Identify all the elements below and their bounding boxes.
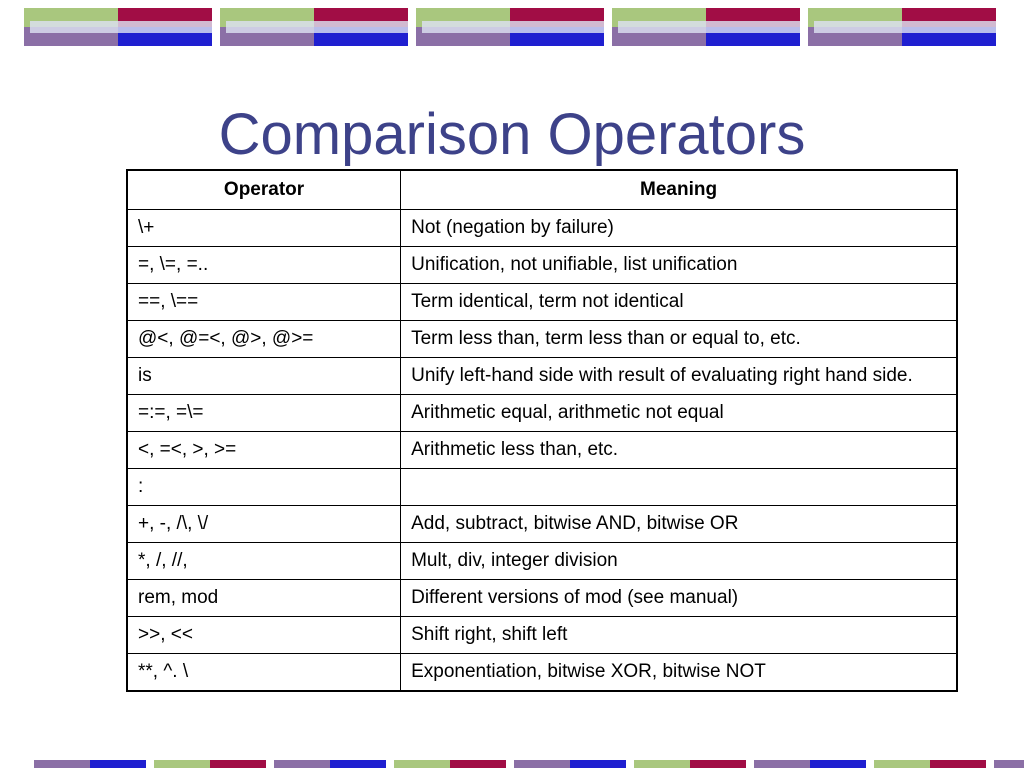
meaning-cell: Term less than, term less than or equal to, etc. — [401, 321, 957, 358]
banner-segment — [930, 760, 986, 768]
banner-block — [220, 8, 408, 46]
meaning-cell — [401, 469, 957, 506]
meaning-cell: Unification, not unifiable, list unification — [401, 247, 957, 284]
table-row — [127, 210, 957, 247]
meaning-cell: Term identical, term not identical — [401, 284, 957, 321]
table-row — [127, 506, 957, 543]
meaning-cell: Mult, div, integer division — [401, 543, 957, 580]
banner-segment — [570, 760, 626, 768]
operator-cell: ==, \== — [127, 284, 401, 321]
table-row — [127, 284, 957, 321]
operator-cell: *, /, //, — [127, 543, 401, 580]
operator-cell: **, ^. \ — [127, 654, 401, 692]
table-row — [127, 247, 957, 284]
table-row — [127, 358, 957, 395]
banner-block — [612, 8, 800, 46]
meaning-cell: Add, subtract, bitwise AND, bitwise OR — [401, 506, 957, 543]
banner-segment — [274, 760, 330, 768]
operator-cell: >>, << — [127, 617, 401, 654]
meaning-cell: Unify left-hand side with result of evaluating right hand side. — [401, 358, 957, 395]
top-decorative-banner — [24, 8, 1000, 46]
banner-segment — [330, 760, 386, 768]
banner-block — [808, 8, 996, 46]
header-meaning: Meaning — [401, 170, 957, 210]
table-row — [127, 617, 957, 654]
slide-title: Comparison Operators — [218, 102, 806, 167]
banner-segment — [34, 760, 90, 768]
banner-block — [24, 8, 212, 46]
banner-segment — [90, 760, 146, 768]
meaning-cell: Exponentiation, bitwise XOR, bitwise NOT — [401, 654, 957, 692]
banner-segment — [754, 760, 810, 768]
banner-segment — [514, 760, 570, 768]
meaning-cell: Not (negation by failure) — [401, 210, 957, 247]
table-row — [127, 395, 957, 432]
operator-cell: <, =<, >, >= — [127, 432, 401, 469]
table-row — [127, 469, 957, 506]
meaning-cell: Arithmetic equal, arithmetic not equal — [401, 395, 957, 432]
banner-segment — [690, 760, 746, 768]
operator-cell: is — [127, 358, 401, 395]
table-header-row — [127, 170, 957, 210]
operator-cell: =, \=, =.. — [127, 247, 401, 284]
banner-segment — [210, 760, 266, 768]
operator-cell: : — [127, 469, 401, 506]
header-operator: Operator — [127, 170, 401, 210]
operator-cell: \+ — [127, 210, 401, 247]
meaning-cell: Shift right, shift left — [401, 617, 957, 654]
banner-segment — [154, 760, 210, 768]
banner-segment — [810, 760, 866, 768]
banner-segment — [634, 760, 690, 768]
meaning-cell: Different versions of mod (see manual) — [401, 580, 957, 617]
banner-segment — [450, 760, 506, 768]
table-row — [127, 321, 957, 358]
bottom-decorative-banner — [34, 760, 1024, 768]
operator-cell: =:=, =\= — [127, 395, 401, 432]
operator-cell: rem, mod — [127, 580, 401, 617]
table-row — [127, 432, 957, 469]
table-row — [127, 654, 957, 692]
meaning-cell: Arithmetic less than, etc. — [401, 432, 957, 469]
banner-segment — [394, 760, 450, 768]
banner-segment — [874, 760, 930, 768]
banner-segment — [994, 760, 1024, 768]
operator-table — [126, 169, 958, 692]
table-row — [127, 580, 957, 617]
operator-cell: +, -, /\, \/ — [127, 506, 401, 543]
operator-cell: @<, @=<, @>, @>= — [127, 321, 401, 358]
table-row — [127, 543, 957, 580]
banner-block — [416, 8, 604, 46]
